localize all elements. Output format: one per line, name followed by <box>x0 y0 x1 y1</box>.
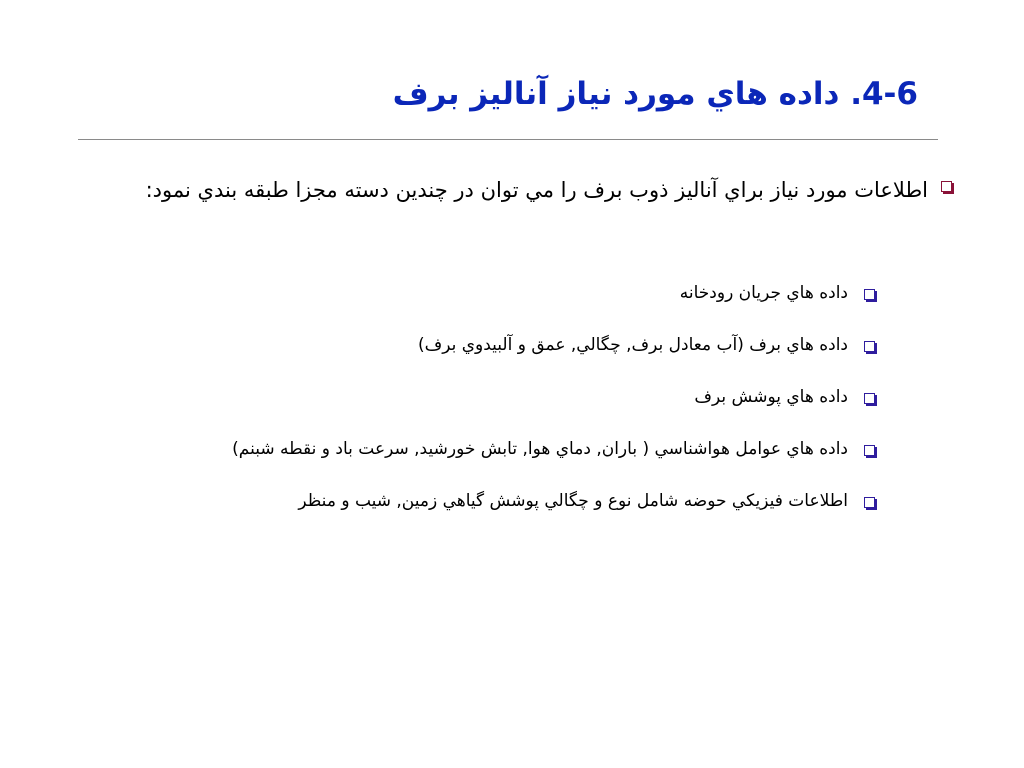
sub-bullet-list <box>128 268 848 528</box>
main-bullet-text: اطلاعات مورد نياز براي آناليز ذوب برف را مي توان در چندين دسته مجزا طبقه بندي نمود: <box>145 178 928 202</box>
square-bullet-icon <box>864 341 875 352</box>
sub-bullet-snow-cover <box>128 372 848 424</box>
square-bullet-icon <box>864 393 875 404</box>
main-bullet <box>118 165 928 215</box>
square-bullet-icon <box>864 289 875 300</box>
sub-bullet-physical-basin <box>128 476 848 528</box>
sub-bullet-snow-data <box>128 320 848 372</box>
sub-bullet-meteorological <box>128 424 848 476</box>
sub-bullet-text: داده هاي عوامل هواشناسي ( باران, دماي هوا, تابش خورشيد, سرعت باد و نقطه شبنم) <box>232 439 848 459</box>
sub-bullet-text: داده هاي جريان رودخانه <box>679 283 848 303</box>
sub-bullet-text: داده هاي برف (آب معادل برف, چگالي, عمق و آلبيدوي برف) <box>417 335 848 355</box>
sub-bullet-river-flow <box>128 268 848 320</box>
square-bullet-icon <box>864 497 875 508</box>
square-bullet-icon <box>941 181 952 192</box>
title-divider <box>78 139 938 140</box>
sub-bullet-text: اطلاعات فيزيكي حوضه شامل نوع و چگالي پوشش گياهي زمين, شيب و منظر <box>298 491 848 511</box>
slide-title: 4-6. داده هاي مورد نياز آناليز برف <box>392 76 918 112</box>
sub-bullet-text: داده هاي پوشش برف <box>694 387 848 407</box>
square-bullet-icon <box>864 445 875 456</box>
